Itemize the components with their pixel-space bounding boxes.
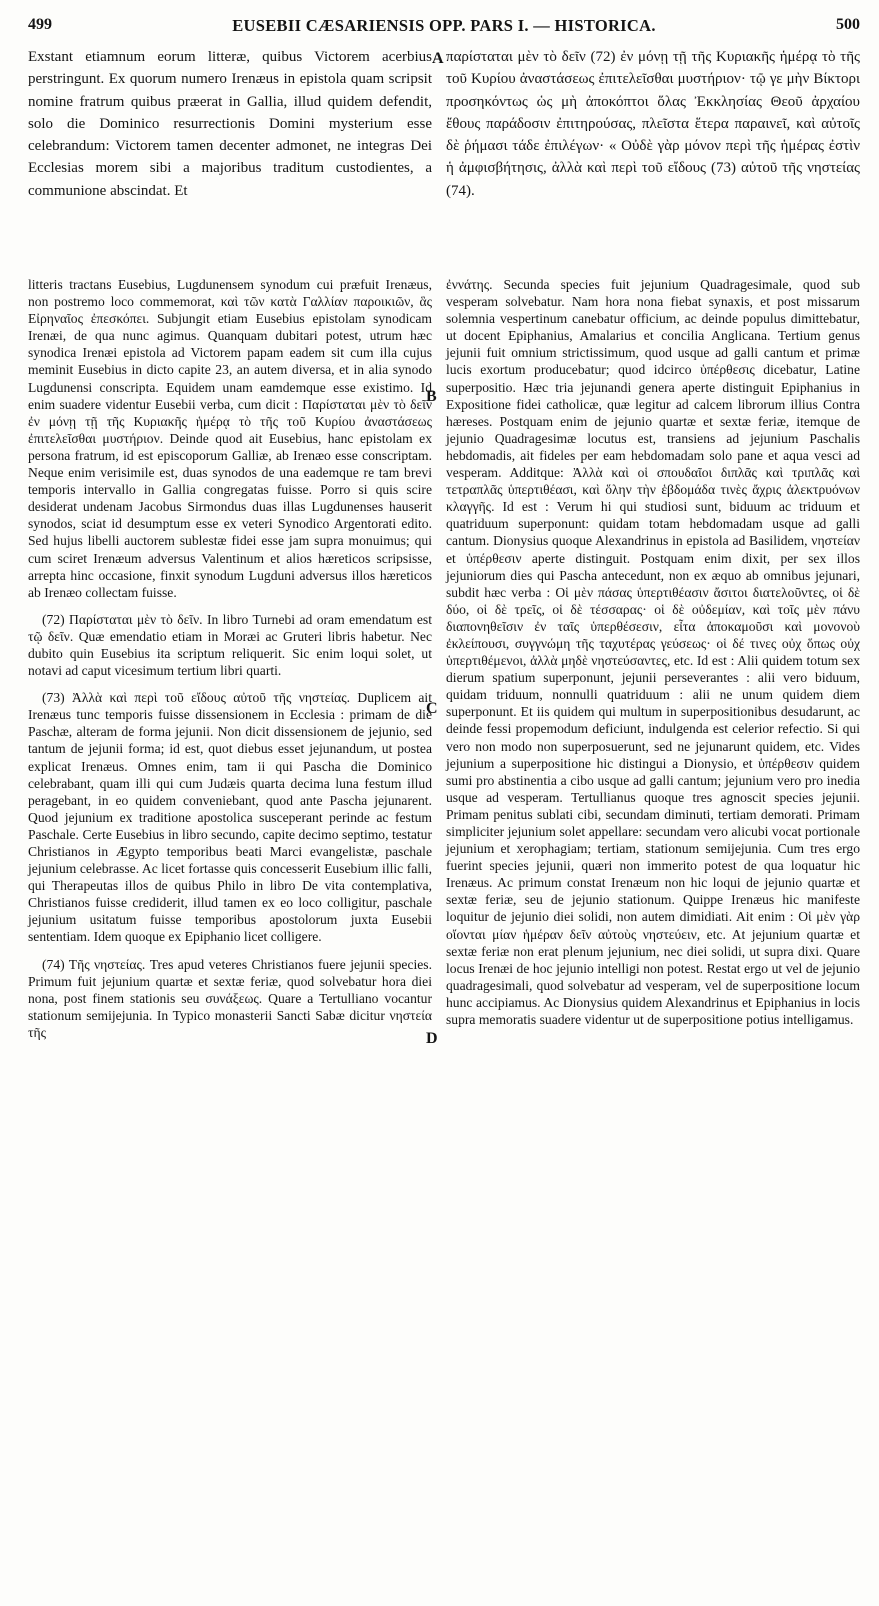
side-marker-c: C: [426, 700, 438, 717]
main-text-latin: [28, 46, 432, 202]
main-text-greek: [446, 46, 860, 202]
greek-paragraph: παρίσταται μὲν τὸ δεῖν (72) ἐν μόνῃ τῇ τῆς Κυριακῆς ἡμέρᾳ τὸ τῆς τοῦ Κυρίου ἀναστάσεως ἐπιτελεῖσθαι μυστήριον· τῷ γε μὴν Βίκτορι προσηκόντως ὡς μὴ ἀποκόπτοι ὅλας Ἐκκλησίας Θεοῦ ἀρχαίου ἔθους παράδοσιν ἐπιτηρούσας, πλεῖστα ἕτερα παραινεῖ, καὶ αὐτοῖς δὲ ῥήμασι τάδε ἐπιλέγων· « Οὐδὲ γὰρ μόνον περὶ τῆς ἡμέρας ἐστὶν ἡ ἀμφισβήτησις, ἀλλὰ καὶ περὶ τοῦ εἴδους (73) αὐτοῦ τῆς νηστείας (74).: [446, 49, 860, 199]
running-title: EUSEBII CÆSARIENSIS OPP. PARS I. — HISTORICA.: [232, 16, 656, 35]
page-number-left: 499: [28, 16, 52, 33]
note-73: (73) Ἀλλὰ καὶ περὶ τοῦ εἴδους αὐτοῦ τῆς νηστείας. Duplicem ait Irenæus tunc temporis fuisse dissensionem in Ecclesia : primam de die Paschæ, alteram de forma jejunii. Non dicit dissensionem de jejunio, sed tantum de jejunii forma; id est, quot diebus esset jejunandum, ut postea explicat Irenæus. Omnes enim, tam ii qui Pascha die Dominico celebrabant, quam illi qui cum Judæis quarta decima luna festum illud peragebant, in eo quidem conveniebant, quod ante Pascha jejunarent. Quod jejunium ex traditione apostolica susceperant perinde ac festum Paschale. Certe Eusebius in libro secundo, capite decimo septimo, testatur Christianos in Ægypto temporibus beati Marci evangelistæ, paschale jejunium celebrasse. Ac licet fortasse quis concesserit Eusebium illic falli, qui Therapeutas illos de quibus Philo in libro De vita contemplativa, Christianos fuisse crediderit, illud tamen ex eo loco colligitur, paschale jejunium usitatum fuisse temporibus apostolorum juxta Eusebii sententiam. Idem quoque ex Epiphanio licet colligere.: [28, 690, 432, 945]
notes-column-left: [28, 276, 432, 1051]
side-marker-b: B: [426, 388, 437, 405]
running-header: [28, 16, 860, 42]
note-paragraph: litteris tractans Eusebius, Lugdunensem synodum cui præfuit Irenæus, non postremo loco commemorat, καὶ τῶν κατὰ Γαλλίαν παροικιῶν, ἃς Εἰρηναῖος ἐπεσκόπει. Subjungit etiam Eusebius epistolam synodicam Irenæi, de qua nunc agimus. Quanquam dubitari potest, utrum hæc synodica Irenæi epistola ad Victorem papam eadem sit cum illa cujus meminit Eusebius in dicto capite 23, an autem diversa, et in alia synodo Lugdunensi conscripta. Equidem unam eamdemque esse existimo. Id enim suadere videntur Eusebii verba, cum dicit : Παρίσταται μὲν τὸ δεῖν ἐν μόνῃ τῇ τῆς Κυριακῆς ἡμέρᾳ τὸ τῆς τοῦ Κυρίου ἀναστάσεως ἐπιτελεῖσθαι μυστήριον. Deinde quod ait Eusebius, hanc epistolam ex persona fratrum, id est episcoporum Galliæ, ab Irenæo esse conscriptam. Neque enim verisimile est, duas synodos de una eademque re tam brevi temporis intervallo in Gallia congregatas fuisse. Porro si quis scire desiderat undenam Jacobus Sirmondus duas illas Lugdunenses hauserit synodos, sciat id desumptum esse ex veteri Synodico Argentorati edito. Sed hujus libelli auctorem sublestæ fidei esse jam supra monuimus; qui cum sciret Irenæum adversus Valentinum et alios hæreticos scripsisse, arrepta hinc occasione, finxit synodum Lugduni adversus illos hæreticos ab Irenæo collectam fuisse.: [28, 277, 432, 600]
note-74: (74) Τῆς νηστείας. Tres apud veteres Christianos fuere jejunii species. Primum fuit jejunium quartæ et sextæ feriæ, quod solvebatur hora diei nona, post finem stationis seu συνάξεως. Quare a Tertulliano vocantur stationum semijejunia. In Typico monasterii Sancti Sabæ dicitur νηστεία τῆς: [28, 956, 432, 1040]
notes-column-right: [446, 276, 860, 1038]
note-74-continued: ἐννάτης. Secunda species fuit jejunium Quadragesimale, quod sub vesperam solvebatur. Nam hora nona fiebat synaxis, et post missarum solemnia vespertinum canebatur officium, ac deinde populus dimittebatur, ut docent Epiphanius, Amalarius et concilia Anglicana. Tertium genus jejunii fuit omnium strictissimum, quod usque ad galli cantum et primæ lucis exortum producebatur; quod idcirco ὑπέρθεσις dicebatur, Latine superpositio. Hæc tria jejunandi genera aperte distinguit Epiphanius in Expositione fidei catholicæ, quæ legitur ad calcem librorum illius Contra hæreses. Postquam enim de jejunio quartæ et sextæ feriæ, itemque de jejunio Quadragesimæ locutus est, transiens ad jejunium Paschalis hebdomadis, ait fideles per eam hebdomadam solo pane et aqua vesci ad vesperam. Additque: Ἀλλὰ καὶ οἱ σπουδαῖοι διπλᾶς καὶ τριπλᾶς καὶ τετραπλᾶς ὑπερτιθέασι, καὶ ὅλην τὴν ἑβδομάδα τινὲς ἄχρις ἀλεκτρυόνων κλαγγῆς. Id est : Verum hi qui studiosi sunt, biduum ac triduum et quatriduum superponunt: quidam totam hebdomadam usque ad galli cantum. Dionysius quoque Alexandrinus in epistola ad Basilidem, νηστείαν et ὑπέρθεσιν aperte distinguit. Postquam enim dixit, per sex illos jejuniorum dies qui Pascha antecedunt, non ex æquo ab omnibus jejunari, subdit hæc verba : Οἱ μὲν πάσας ὑπερτιθέασιν ἄσιτοι διατελοῦντες, οἱ δὲ δύο, οἱ δὲ τρεῖς, οἱ δὲ τέσσαρας· οἱ δὲ οὐδεμίαν, καὶ τοῖς μὲν πάνυ διαπονηθεῖσιν ἐν ταῖς ὑπερθέσεσιν, εἶτα ἀποκαμοῦσι καὶ μονονοὺ ἐκλείπουσι, συγγνώμη τῆς ταχυτέρας γεύσεως· οἱ δέ τινες οὐχ ὅπως οὐχ ὑπερτιθέμενοι, ἀλλὰ μηδὲ νηστεύσαντες, etc. Id est : Alii quidem totum sex dierum spatium superponunt, jejunii perseverantes : alii vero biduum, quidam triduum, nonnulli quatriduum : alii ne unum quidem diem superponunt. Et iis quidem qui multum in superpositionibus desudarunt, ac deinde fessi propemodum deficiunt, indulgenda est celerior refectio. Si qui vero non modo non superposuerunt, sed ne jejunarunt quidem, etc. Vides jejunium a superpositione hic distingui a Dionysio, et ὑπέρθεσιν quidem sumi pro abstinentia a cibo usque ad galli cantum; jejunium vero pro inedia usque ad vesperam. Tertullianus quoque tres agnoscit species jejunii. Primam penitus sublati cibi, secundam diminuti, tertiam demorati. Primam simpliciter jejunium solet appellare: secundam vero alicubi vocat portionale jejunium et xerophagiam; tertiam, stationum semijejunia. Cum tres ergo fuerint species jejunii, quæri non immerito potest de qua loquatur hic Irenæus. Ac primum constat Irenæum non hic loqui de jejunio quartæ et sextæ feriæ, seu de jejunio stationum. Quippe Irenæus hic manifeste loquitur de jejunio diei solidi, non autem dimidiati. Ait enim : Οἱ μὲν γὰρ οἴονται μίαν ἡμέραν δεῖν αὐτοὺς νηστεύειν, etc. At jejunium quartæ et sextæ feriæ non erat plenum jejunium, nec diei solidi, ut supra dixi. Quare locus Irenæi de hoc jejunio intelligi non potest. Restat ergo ut vel de jejunio quadragesimali, quod solvebatur ad vesperam, vel de superpositione locum hunc accipiamus. Ac Dionysius quidem Alexandrinus et Epiphanius in locis supra memoratis suadere videntur ut de superpositione potius intelligamus.: [446, 277, 860, 1028]
page-number-right: 500: [836, 16, 860, 33]
note-72: (72) Παρίσταται μὲν τὸ δεῖν. In libro Turnebi ad oram emendatum est τῷ δεῖν. Quæ emendatio etiam in Moræi ac Gruteri libris habetur. Nec dubito quin Eusebius ita scriptum reliquerit. Sic enim loqui solet, ut notavi ad caput vicesimum tertium libri quarti.: [28, 611, 432, 679]
side-marker-d: D: [426, 1030, 438, 1047]
side-marker-a: A: [432, 50, 444, 67]
latin-paragraph: Exstant etiamnum eorum litteræ, quibus Victorem acerbius perstringunt. Ex quorum numero Irenæus in epistola quam scripsit nomine fratrum quibus præerat in Gallia, illud quidem defendit, solo die Dominico resurrectionis Domini mysterium esse celebrandum: Victorem tamen decenter admonet, ne integras Dei Ecclesias morem sibi a majoribus traditum custodientes, a communione abscindat. Et: [28, 49, 432, 199]
